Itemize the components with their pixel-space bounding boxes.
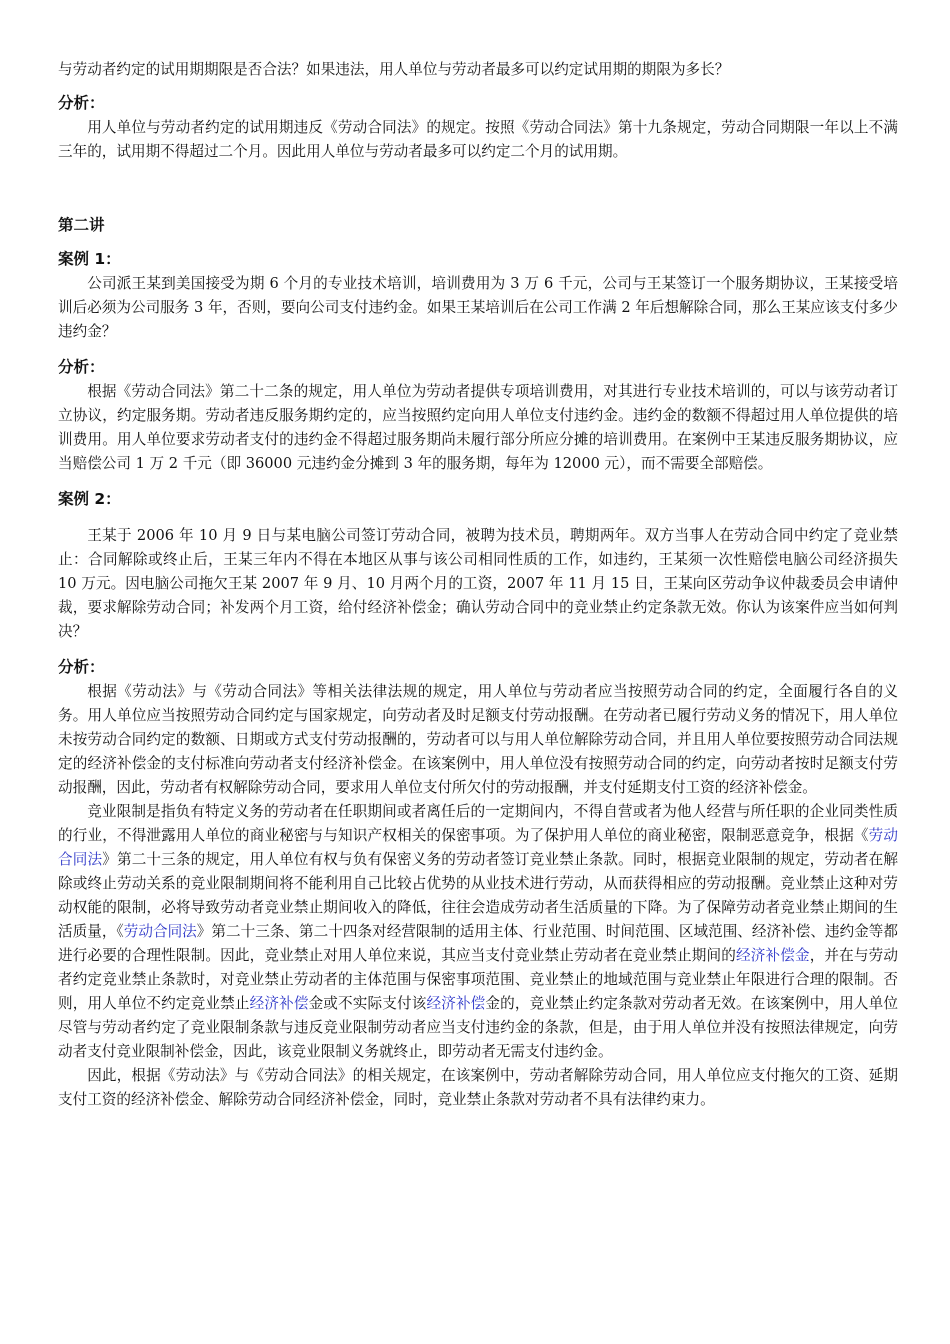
case1-text: 公司派王某到美国接受为期 6 个月的专业技术培训，培训费用为 3 万 6 千元，公司与王某签订一个服务期协议，王某接受培训后必须为公司服务 3 年，否则，要向公司支付违约金。如果王某培训后在公司工作满 2 年后想解除合同，那么王某应该支付多少违约金？ (58, 275, 898, 340)
compensation-link-2[interactable]: 经济补偿 (249, 995, 309, 1012)
para2-text-2: 》第二十三条的规定，用人单位有权与负有保密义务的劳动者签订竞业禁止条款。同时，根据竞业限制的规定，劳动者在解除或终止劳动关系的竞业限制期间将不能利用自己比较占优势的从业技术进行劳动，从而获得相应的劳动报酬。竞业禁止这种对劳动权能的限制，必将导致劳动者竞业禁止期间收入的降低，往往会造成劳动者生活质量的下降。为了保障劳动者竞业禁止期间的生活质量，《 (58, 851, 898, 940)
compensation-link-3[interactable]: 经济补偿 (426, 995, 486, 1012)
para2-text-1: 竞业限制是指负有特定义务的劳动者在任职期间或者离任后的一定期间内，不得自营或者为他人经营与所任职的企业同类性质的行业，不得泄露用人单位的商业秘密与与知识产权相关的保密事项。为了保护用人单位的商业秘密，限制恶意竞争，根据《 (58, 803, 898, 844)
compensation-link-1[interactable]: 经济补偿金 (735, 947, 810, 964)
case1-heading: 案例 1： (58, 250, 121, 268)
analysis-paragraph: 用人单位与劳动者约定的试用期违反《劳动合同法》的规定。按照《劳动合同法》第十九条规定，劳动合同期限一年以上不满三年的，试用期不得超过二个月。因此用人单位与劳动者最多可以约定二个月的试用期。 (58, 119, 898, 160)
case1-analysis: 根据《劳动合同法》第二十二条的规定，用人单位为劳动者提供专项培训费用，对其进行专业技术培训的，可以与该劳动者订立协议，约定服务期。劳动者违反服务期约定的，应当按照约定向用人单位支付违约金。违约金的数额不得超过用人单位提供的培训费用。用人单位要求劳动者支付的违约金不得超过服务期尚未履行部分所应分摊的培训费用。在案例中王某违反服务期协议，应当赔偿公司 1 万 2 千元（即 36000 元违约金分摊到 3 年的服务期，每年为 12000 元），而不需要全部赔偿。 (58, 383, 898, 472)
para2-text-4: ，并在与劳动者约定竞业禁止条款时，对竞业禁止劳动者的主体范围与保密事项范围、竞业禁止的地域范围与竞业禁止年限进行合理的限制。否则，用人单位不约定竞业禁止 (58, 947, 898, 1012)
case2-analysis-para3: 因此，根据《劳动法》与《劳动合同法》的相关规定，在该案例中，劳动者解除劳动合同，用人单位应支付拖欠的工资、延期支付工资的经济补偿金、解除劳动合同经济补偿金，同时，竞业禁止条款对劳动者不具有法律约束力。 (58, 1067, 898, 1108)
lecture-title: 第二讲 (58, 216, 105, 234)
case2-analysis-para1: 根据《劳动法》与《劳动合同法》等相关法律法规的规定，用人单位与劳动者应当按照劳动合同的约定，全面履行各自的义务。用人单位应当按照劳动合同约定与国家规定，向劳动者及时足额支付劳动报酬。在劳动者已履行劳动义务的情况下，用人单位未按劳动合同约定的数额、日期或方式支付劳动报酬的，劳动者可以与用人单位解除劳动合同，并且用人单位要按照劳动合同法规定的经济补偿金的支付标准向劳动者支付经济补偿金。在该案例中，用人单位没有按照劳动合同的约定，向劳动者按时足额支付劳动报酬，因此，劳动者有权解除劳动合同，要求用人单位支付所欠付的劳动报酬，并支付延期支付工资的经济补偿金。 (58, 683, 898, 796)
para2-text-6: 金的，竞业禁止约定条款对劳动者无效。在该案例中，用人单位尽管与劳动者约定了竞业限制条款与违反竞业限制劳动者应当支付违约金的条款，但是，由于用人单位并没有按照法律规定，向劳动者支付竞业限制补偿金，因此，该竞业限制义务就终止，即劳动者无需支付违约金。 (58, 995, 898, 1060)
case2-analysis-heading: 分析： (58, 658, 105, 676)
case2-text: 王某于 2006 年 10 月 9 日与某电脑公司签订劳动合同，被聘为技术员，聘期两年。双方当事人在劳动合同中约定了竞业禁止：合同解除或终止后，王某三年内不得在本地区从事与该公司相同性质的工作，如违约，王某须一次性赔偿电脑公司经济损失 10 万元。因电脑公司拖欠王某 2007 年 9 月、10 月两个月的工资，2007 年 11 月 15 日，王某向区劳动争议仲裁委员会申请仲裁，要求解除劳动合同；补发两个月工资，给付经济补偿金；确认劳动合同中的竞业禁止约定条款无效。你认为该案件应当如何判决？ (58, 527, 898, 640)
law-link-1[interactable]: 劳动合同法 (58, 827, 898, 868)
intro-line: 与劳动者约定的试用期期限是否合法？如果违法，用人单位与劳动者最多可以约定试用期的期限为多长？ (58, 61, 730, 78)
para2-text-5: 金或不实际支付该 (308, 995, 427, 1012)
analysis-heading: 分析： (58, 94, 105, 112)
case2-heading: 案例 2： (58, 490, 121, 508)
case2-analysis-para2 (58, 800, 898, 1064)
document-page (58, 58, 898, 1112)
law-link-2[interactable]: 劳动合同法 (123, 923, 197, 940)
case1-analysis-heading: 分析： (58, 358, 105, 376)
para2-text-3: 》第二十三条、第二十四条对经营限制的适用主体、行业范围、时间范围、区域范围、经济补偿、违约金等都进行必要的合理性限制。因此，竞业禁止对用人单位来说，其应当支付竞业禁止劳动者在竞业禁止期间的 (58, 923, 898, 964)
